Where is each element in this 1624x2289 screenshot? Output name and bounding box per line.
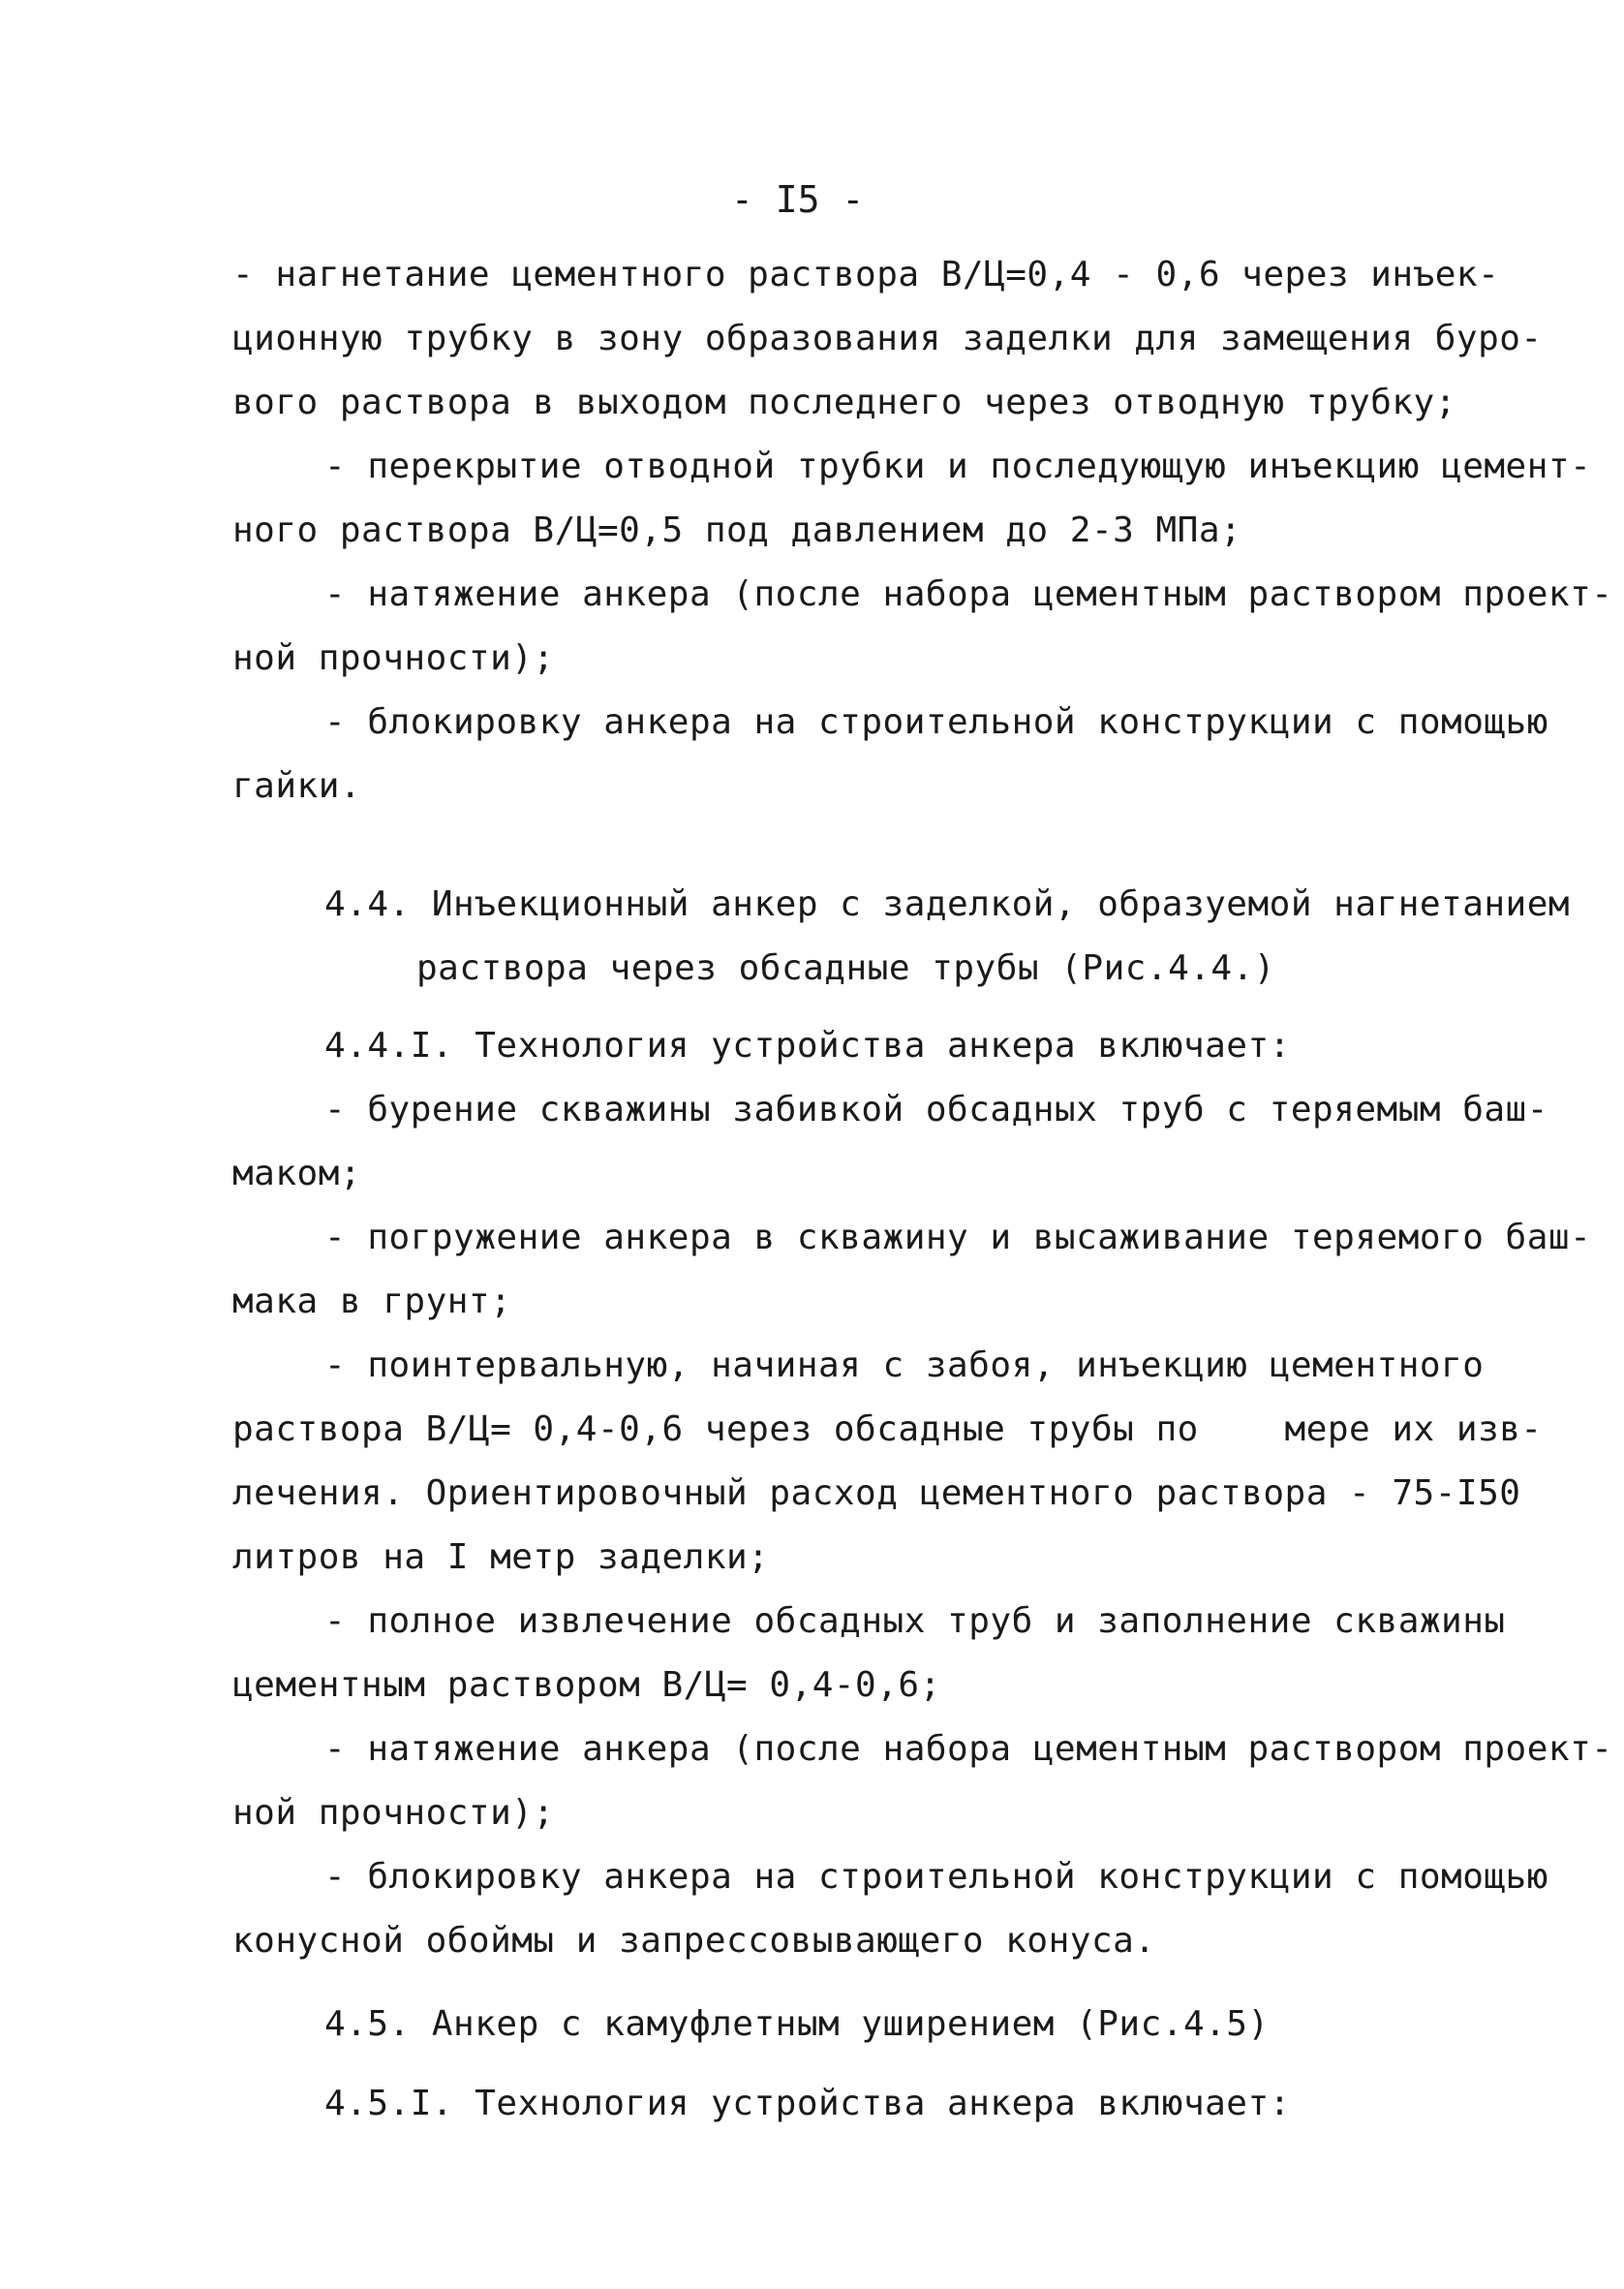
text-line: мака в грунт; (232, 1282, 512, 1321)
text-line: литров на I метр заделки; (232, 1537, 770, 1577)
text-line: ной прочности); (232, 638, 555, 678)
text-line: - натяжение анкера (после набора цементным раствором проект- (324, 1729, 1613, 1769)
text-line: ного раствора В/Ц=0,5 под давлением до 2-3 МПа; (232, 510, 1242, 550)
text-line: цементным раствором В/Ц= 0,4-0,6; (232, 1665, 941, 1705)
text-line: - полное извлечение обсадных труб и заполнение скважины (324, 1601, 1506, 1641)
text-line: - блокировку анкера на строительной конструкции с помощью (324, 1857, 1548, 1897)
page-number: - I5 - (731, 178, 865, 221)
text-line: - натяжение анкера (после набора цементным раствором проект- (324, 574, 1613, 614)
text-line: - бурение скважины забивкой обсадных труб с теряемым баш- (324, 1090, 1548, 1129)
text-line: маком; (232, 1154, 362, 1193)
text-line: ционную трубку в зону образования заделки для замещения буро- (232, 319, 1543, 358)
section-heading: 4.5. Анкер с камуфлетным уширением (Рис.4.5) (324, 2004, 1270, 2044)
text-line: гайки. (232, 766, 362, 806)
text-line: конусной обоймы и запрессовывающего конуса. (232, 1921, 1156, 1961)
text-line: - погружение анкера в скважину и высаживание теряемого баш- (324, 1218, 1592, 1257)
text-line: - блокировку анкера на строительной конструкции с помощью (324, 702, 1548, 742)
text-line: вого раствора в выходом последнего через отводную трубку; (232, 383, 1456, 422)
text-line: лечения. Ориентировочный расход цементного раствора - 75-I50 (232, 1473, 1521, 1513)
subsection-heading: 4.5.I. Технология устройства анкера включает: (324, 2084, 1291, 2123)
text-line: ной прочности); (232, 1793, 555, 1833)
text-line: - перекрытие отводной трубки и последующую инъекцию цемент- (324, 447, 1592, 486)
text-line: раствора В/Ц= 0,4-0,6 через обсадные трубы по мере их изв- (232, 1409, 1543, 1449)
subsection-heading: 4.4.I. Технология устройства анкера включает: (324, 1026, 1291, 1066)
section-heading: 4.4. Инъекционный анкер с заделкой, образуемой нагнетанием (324, 884, 1571, 924)
text-line: - нагнетание цементного раствора В/Ц=0,4 - 0,6 через инъек- (232, 255, 1500, 294)
section-heading: раствора через обсадные трубы (Рис.4.4.) (416, 948, 1275, 988)
text-line: - поинтервальную, начиная с забоя, инъекцию цементного (324, 1346, 1485, 1385)
